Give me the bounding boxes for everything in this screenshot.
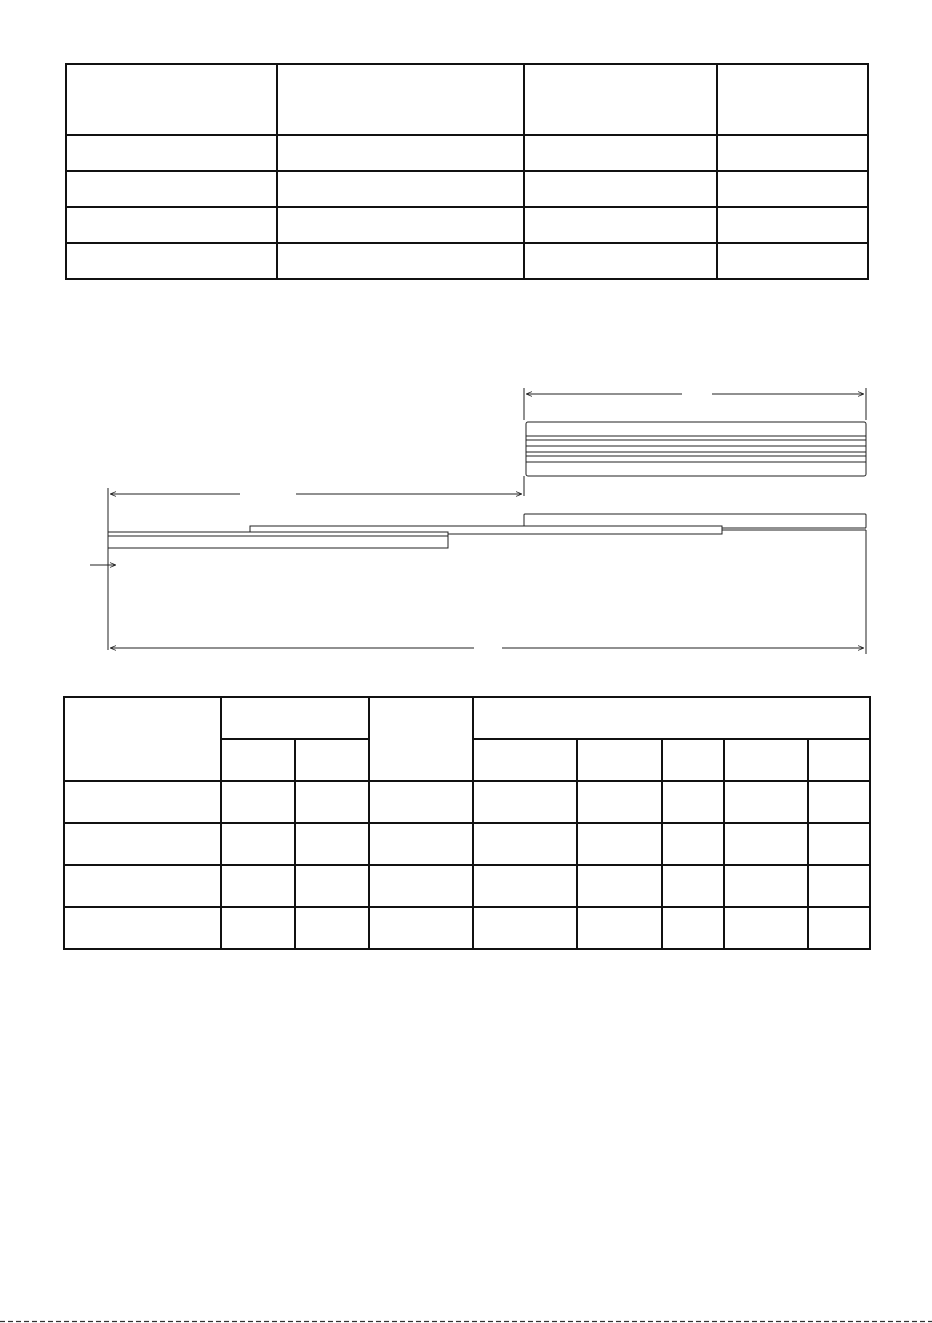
table-cell <box>473 781 577 823</box>
table-cell <box>64 907 221 949</box>
table-cell <box>221 781 295 823</box>
lower-rail-assembly <box>108 514 866 548</box>
bottom-spec-table <box>63 696 871 950</box>
table-cell <box>369 697 473 781</box>
table-cell <box>221 739 295 781</box>
table-cell <box>369 907 473 949</box>
table-cell <box>724 739 808 781</box>
table-cell <box>64 781 221 823</box>
table-cell <box>473 907 577 949</box>
table-cell <box>369 865 473 907</box>
table-cell <box>221 865 295 907</box>
table-cell <box>64 697 221 781</box>
table-row <box>64 865 870 907</box>
table-cell <box>295 781 369 823</box>
table-cell <box>473 739 577 781</box>
table-cell <box>662 739 724 781</box>
table-cell <box>295 823 369 865</box>
table-cell <box>369 781 473 823</box>
table-cell <box>808 907 870 949</box>
table-cell <box>295 865 369 907</box>
table-row <box>64 907 870 949</box>
table-cell <box>221 823 295 865</box>
table-cell <box>808 865 870 907</box>
table-cell <box>724 781 808 823</box>
table-header-row <box>64 697 870 739</box>
table-cell <box>577 781 662 823</box>
table-cell <box>808 781 870 823</box>
l2-dimension <box>110 530 866 658</box>
table-cell <box>221 697 369 739</box>
table-cell <box>473 823 577 865</box>
table-cell <box>662 781 724 823</box>
table-cell <box>662 865 724 907</box>
table-cell <box>577 865 662 907</box>
table-cell <box>221 907 295 949</box>
table-cell <box>577 907 662 949</box>
table-cell <box>295 907 369 949</box>
table-cell <box>577 739 662 781</box>
table-cell <box>662 823 724 865</box>
table-row <box>64 781 870 823</box>
table-cell <box>473 697 870 739</box>
top-rail <box>526 422 866 476</box>
table-cell <box>724 865 808 907</box>
travel-dimension <box>108 476 524 650</box>
table-cell <box>808 823 870 865</box>
table-cell <box>64 865 221 907</box>
table-row <box>64 823 870 865</box>
table-cell <box>662 907 724 949</box>
table-cell <box>473 865 577 907</box>
table-cell <box>369 823 473 865</box>
table-cell <box>724 823 808 865</box>
l1-dimension <box>524 384 866 420</box>
table-cell <box>808 739 870 781</box>
table-cell <box>64 823 221 865</box>
table-cell <box>724 907 808 949</box>
table-cell <box>577 823 662 865</box>
table-cell <box>295 739 369 781</box>
